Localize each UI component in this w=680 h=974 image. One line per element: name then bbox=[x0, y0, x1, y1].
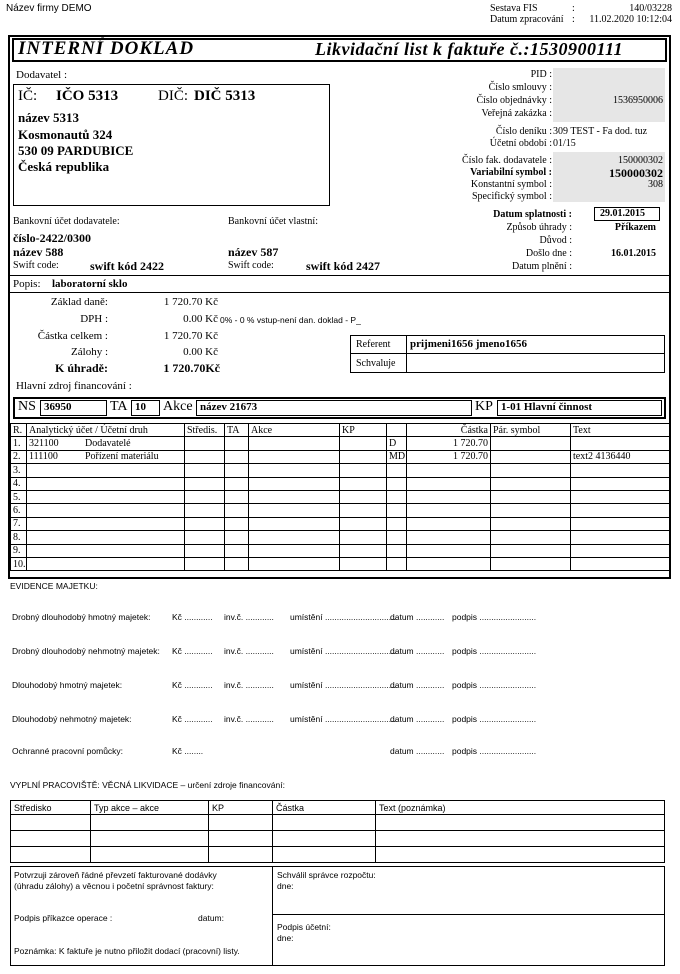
ledger-account bbox=[27, 544, 185, 557]
ledger-akce bbox=[249, 557, 340, 570]
evidence-label: Dlouhodobý nehmotný majetek: bbox=[12, 714, 132, 724]
plneni-label: Datum plnění : bbox=[512, 261, 572, 272]
referent-divider bbox=[350, 353, 665, 354]
duvod-label: Důvod : bbox=[539, 235, 572, 246]
ledger-stredisko bbox=[185, 464, 225, 477]
ledger-md-d bbox=[387, 531, 407, 544]
vs-value: 150000302 bbox=[609, 166, 663, 180]
vyplni-cell[interactable] bbox=[91, 815, 209, 831]
ta-label: TA bbox=[110, 399, 128, 414]
vyplni-table bbox=[10, 800, 665, 863]
zalohy-label: Zálohy : bbox=[71, 346, 108, 358]
ledger-text bbox=[571, 517, 670, 530]
evidence-datum[interactable]: datum ............ bbox=[390, 646, 445, 656]
ledger-header: Pár. symbol bbox=[491, 424, 571, 437]
evidence-label: Ochranné pracovní pomůcky: bbox=[12, 746, 124, 756]
ledger-row-number: 7. bbox=[11, 517, 27, 530]
table-row bbox=[11, 464, 670, 477]
smlouva-label: Číslo smlouvy : bbox=[488, 82, 552, 93]
vyplni-cell[interactable] bbox=[273, 847, 376, 863]
ledger-table bbox=[10, 423, 670, 571]
footer-dne2: dne: bbox=[277, 933, 294, 943]
sestava-value: 140/03228 bbox=[629, 3, 672, 14]
ledger-account bbox=[27, 517, 185, 530]
ledger-account bbox=[27, 557, 185, 570]
fak-value: 150000302 bbox=[618, 155, 663, 166]
ledger-akce bbox=[249, 464, 340, 477]
ledger-par-symbol bbox=[491, 490, 571, 503]
evidence-datum[interactable]: datum ............ bbox=[390, 680, 445, 690]
ledger-kp bbox=[340, 504, 387, 517]
title-left: INTERNÍ DOKLAD bbox=[18, 38, 195, 59]
vyplni-cell[interactable] bbox=[91, 847, 209, 863]
ledger-stredisko bbox=[185, 557, 225, 570]
vyplni-cell[interactable] bbox=[376, 831, 665, 847]
vyplni-cell[interactable] bbox=[209, 847, 273, 863]
ta-value: 10 bbox=[135, 401, 146, 413]
ledger-ta bbox=[225, 504, 249, 517]
ledger-akce bbox=[249, 490, 340, 503]
ledger-row-number: 2. bbox=[11, 450, 27, 463]
obdobi-value: 01/15 bbox=[553, 138, 576, 149]
ledger-kp bbox=[340, 464, 387, 477]
evidence-podpis[interactable]: podpis ........................ bbox=[452, 680, 537, 690]
table-row bbox=[11, 557, 670, 570]
ledger-stredisko bbox=[185, 517, 225, 530]
ledger-castka: 1 720.70 bbox=[407, 437, 491, 450]
ledger-row-number: 4. bbox=[11, 477, 27, 490]
evidence-title: EVIDENCE MAJETKU: bbox=[10, 581, 98, 591]
vyplni-cell[interactable] bbox=[11, 847, 91, 863]
table-row bbox=[11, 517, 670, 530]
objednavka-value: 1536950006 bbox=[613, 95, 663, 106]
ledger-castka bbox=[407, 464, 491, 477]
ledger-kp bbox=[340, 450, 387, 463]
table-row bbox=[11, 450, 670, 463]
uhrada-value: Příkazem bbox=[614, 222, 656, 233]
evidence-label: Dlouhodobý hmotný majetek: bbox=[12, 680, 123, 690]
ledger-kp bbox=[340, 544, 387, 557]
bank-dod-swift-label: Swift code: bbox=[13, 260, 59, 271]
bank-own-label: Bankovní účet vlastní: bbox=[228, 216, 318, 227]
referent-vdivider bbox=[406, 335, 407, 373]
kp-label: KP bbox=[475, 399, 493, 414]
ledger-row-number: 3. bbox=[11, 464, 27, 477]
vs-label: Variabilní symbol : bbox=[470, 167, 552, 178]
ledger-par-symbol bbox=[491, 557, 571, 570]
footer-vdivider bbox=[272, 866, 273, 966]
vyplni-cell[interactable] bbox=[376, 815, 665, 831]
ledger-account bbox=[27, 490, 185, 503]
ledger-akce bbox=[249, 504, 340, 517]
ledger-md-d: D bbox=[387, 437, 407, 450]
table-row bbox=[11, 477, 670, 490]
ledger-header: Částka bbox=[407, 424, 491, 437]
datum-zpracovani-label: Datum zpracování bbox=[490, 14, 564, 25]
ledger-text: text2 4136440 bbox=[571, 450, 670, 463]
ledger-ta bbox=[225, 517, 249, 530]
akce-value: název 21673 bbox=[200, 401, 258, 413]
evidence-kc[interactable]: Kč ........ bbox=[172, 746, 204, 756]
ledger-kp bbox=[340, 437, 387, 450]
ledger-castka bbox=[407, 477, 491, 490]
vyplni-cell[interactable] bbox=[273, 831, 376, 847]
vyplni-title: VYPLNÍ PRACOVIŠTĚ: VĚCNÁ LIKVIDACE – určení zdroje financování: bbox=[10, 780, 285, 790]
ledger-account bbox=[27, 464, 185, 477]
evidence-kc[interactable]: Kč ............ bbox=[172, 680, 213, 690]
ico-value: IČO 5313 bbox=[56, 88, 119, 104]
objednavka-label: Číslo objednávky : bbox=[476, 95, 552, 106]
splatnost-label: Datum splatnosti : bbox=[493, 209, 572, 220]
vyplni-cell[interactable] bbox=[209, 815, 273, 831]
ledger-stredisko bbox=[185, 544, 225, 557]
ledger-row-number: 8. bbox=[11, 531, 27, 544]
ledger-druh: Dodavatelé bbox=[85, 438, 131, 450]
ledger-par-symbol bbox=[491, 450, 571, 463]
popis-label: Popis: bbox=[13, 278, 41, 290]
ledger-par-symbol bbox=[491, 464, 571, 477]
ledger-ta bbox=[225, 490, 249, 503]
dodavatel-city: 530 09 PARDUBICE bbox=[18, 143, 134, 158]
ledger-kp bbox=[340, 557, 387, 570]
ledger-ta bbox=[225, 477, 249, 490]
ledger-ucet: 111100 bbox=[29, 451, 58, 463]
vyplni-row bbox=[11, 831, 665, 847]
ico-label: IČ: bbox=[18, 88, 38, 104]
vyplni-cell[interactable] bbox=[91, 831, 209, 847]
akce-label: Akce bbox=[163, 399, 193, 414]
ledger-ta bbox=[225, 531, 249, 544]
dodavatel-street: Kosmonautů 324 bbox=[18, 127, 113, 142]
footer-poznamka: Poznámka: K faktuře je nutno přiložit dodací (pracovní) listy. bbox=[14, 946, 240, 956]
ledger-header: KP bbox=[340, 424, 387, 437]
bank-dod-name: název 588 bbox=[13, 245, 64, 259]
bank-dod-swift: swift kód 2422 bbox=[90, 259, 165, 273]
ledger-account bbox=[27, 450, 185, 463]
evidence-umisteni[interactable]: umístění ............................... bbox=[290, 646, 399, 656]
ledger-text bbox=[571, 490, 670, 503]
footer-datum: datum: bbox=[198, 913, 224, 923]
bank-own-swift-label: Swift code: bbox=[228, 260, 274, 271]
ledger-text bbox=[571, 437, 670, 450]
ledger-account bbox=[27, 477, 185, 490]
evidence-inv[interactable]: inv.č. ............ bbox=[224, 612, 274, 622]
ledger-header: Akce bbox=[249, 424, 340, 437]
vyplni-header: Částka bbox=[273, 801, 376, 815]
ledger-castka bbox=[407, 557, 491, 570]
table-row bbox=[11, 437, 670, 450]
evidence-inv[interactable]: inv.č. ............ bbox=[224, 646, 274, 656]
schvaluje-label: Schvaluje bbox=[356, 358, 396, 369]
evidence-podpis[interactable]: podpis ........................ bbox=[452, 746, 537, 756]
footer-podpis-ucetni: Podpis účetní: bbox=[277, 922, 331, 932]
splatnost-value: 29.01.2015 bbox=[600, 208, 645, 219]
ledger-account bbox=[27, 437, 185, 450]
evidence-kc[interactable]: Kč ............ bbox=[172, 646, 213, 656]
referent-value: prijmeni1656 jmeno1656 bbox=[410, 338, 528, 350]
ledger-text bbox=[571, 531, 670, 544]
footer-schvalil: Schválil správce rozpočtu: bbox=[277, 870, 376, 880]
dodavatel-country: Česká republika bbox=[18, 159, 110, 174]
ledger-ta bbox=[225, 557, 249, 570]
ledger-stredisko bbox=[185, 437, 225, 450]
evidence-umisteni[interactable]: umístění ............................... bbox=[290, 680, 399, 690]
vyplni-row bbox=[11, 815, 665, 831]
ledger-par-symbol bbox=[491, 517, 571, 530]
evidence-podpis[interactable]: podpis ........................ bbox=[452, 646, 537, 656]
ledger-par-symbol bbox=[491, 437, 571, 450]
dic-value: DIČ 5313 bbox=[194, 88, 256, 104]
ledger-text bbox=[571, 477, 670, 490]
kp-value: 1-01 Hlavní činnost bbox=[501, 401, 593, 413]
bank-own-name: název 587 bbox=[228, 245, 279, 259]
sestava-colon: : bbox=[572, 3, 575, 14]
dodavatel-label: Dodavatel : bbox=[16, 69, 68, 81]
ledger-header bbox=[387, 424, 407, 437]
zalohy-value: 0.00 Kč bbox=[183, 346, 218, 358]
ledger-ta bbox=[225, 450, 249, 463]
ks-label: Konstantní symbol : bbox=[470, 179, 552, 190]
ledger-row-number: 6. bbox=[11, 504, 27, 517]
dph-label: DPH : bbox=[80, 313, 108, 325]
ledger-akce bbox=[249, 450, 340, 463]
ledger-md-d bbox=[387, 477, 407, 490]
dph-note: 0% - 0 % vstup-není dan. doklad - P_ bbox=[220, 315, 361, 325]
ss-label: Specifický symbol : bbox=[472, 191, 552, 202]
ledger-stredisko bbox=[185, 450, 225, 463]
vyplni-header-row bbox=[11, 801, 665, 815]
ledger-ucet: 321100 bbox=[29, 438, 59, 450]
vyplni-row bbox=[11, 847, 665, 863]
vyplni-header: Středisko bbox=[11, 801, 91, 815]
ledger-castka: 1 720.70 bbox=[407, 450, 491, 463]
ledger-par-symbol bbox=[491, 477, 571, 490]
ledger-kp bbox=[340, 477, 387, 490]
ledger-kp bbox=[340, 531, 387, 544]
ledger-header-row bbox=[11, 424, 670, 437]
ns-value: 36950 bbox=[44, 401, 72, 413]
zdroj-label: Hlavní zdroj financování : bbox=[16, 380, 132, 392]
celkem-label: Částka celkem : bbox=[37, 330, 108, 342]
table-row bbox=[11, 490, 670, 503]
fak-label: Číslo fak. dodavatele : bbox=[462, 155, 552, 166]
ledger-header: Analytický účet / Účetní druh bbox=[27, 424, 185, 437]
ledger-stredisko bbox=[185, 490, 225, 503]
zaklad-label: Základ daně: bbox=[50, 296, 108, 308]
ledger-text bbox=[571, 464, 670, 477]
denik-value: 309 TEST - Fa dod. tuz bbox=[553, 126, 648, 137]
ledger-akce bbox=[249, 531, 340, 544]
referent-label: Referent bbox=[356, 339, 391, 350]
ledger-castka bbox=[407, 531, 491, 544]
ledger-ta bbox=[225, 544, 249, 557]
ledger-text bbox=[571, 504, 670, 517]
ledger-stredisko bbox=[185, 477, 225, 490]
ns-label: NS bbox=[18, 399, 36, 414]
ledger-castka bbox=[407, 517, 491, 530]
title-right-label: Likvidační list k faktuře č.: bbox=[315, 39, 530, 59]
dph-value: 0.00 Kč bbox=[183, 313, 218, 325]
footer-hdivider bbox=[272, 914, 665, 915]
vyplni-cell[interactable] bbox=[11, 815, 91, 831]
title-right bbox=[315, 39, 623, 60]
ledger-akce bbox=[249, 437, 340, 450]
vyplni-cell[interactable] bbox=[209, 831, 273, 847]
ledger-castka bbox=[407, 504, 491, 517]
datum-colon: : bbox=[572, 14, 575, 25]
evidence-datum[interactable]: datum ............ bbox=[390, 746, 445, 756]
bank-own-swift: swift kód 2427 bbox=[306, 259, 381, 273]
sestava-label: Sestava FIS bbox=[490, 3, 538, 14]
ledger-kp bbox=[340, 490, 387, 503]
obdobi-label: Účetní období : bbox=[489, 138, 552, 149]
ledger-account bbox=[27, 531, 185, 544]
ledger-druh: Pořízení materiálu bbox=[85, 451, 159, 463]
ledger-text bbox=[571, 544, 670, 557]
invoice-number: 1530900111 bbox=[529, 39, 623, 59]
table-row bbox=[11, 544, 670, 557]
pid-label: PID : bbox=[530, 69, 552, 80]
table-row bbox=[11, 531, 670, 544]
ledger-md-d bbox=[387, 504, 407, 517]
doslo-value: 16.01.2015 bbox=[611, 248, 656, 259]
ledger-castka bbox=[407, 544, 491, 557]
ledger-md-d bbox=[387, 557, 407, 570]
evidence-podpis[interactable]: podpis ........................ bbox=[452, 714, 537, 724]
bank-dod-label: Bankovní účet dodavatele: bbox=[13, 216, 120, 227]
vyplni-cell[interactable] bbox=[376, 847, 665, 863]
ledger-kp bbox=[340, 517, 387, 530]
ledger-par-symbol bbox=[491, 531, 571, 544]
doslo-label: Došlo dne : bbox=[525, 248, 572, 259]
footer-potvrzuji2: (úhradu zálohy) a věcnou i početní správnost faktury: bbox=[14, 881, 214, 891]
evidence-label: Drobný dlouhodobý nehmotný majetek: bbox=[12, 646, 160, 656]
evidence-kc[interactable]: Kč ............ bbox=[172, 612, 213, 622]
ledger-castka bbox=[407, 490, 491, 503]
ledger-ta bbox=[225, 464, 249, 477]
denik-label: Číslo deníku : bbox=[495, 126, 552, 137]
uhrada-label: Způsob úhrady : bbox=[506, 222, 572, 233]
uhrade-label: K úhradě: bbox=[54, 361, 108, 375]
datum-zpracovani-value: 11.02.2020 10:12:04 bbox=[589, 14, 672, 25]
evidence-datum[interactable]: datum ............ bbox=[390, 612, 445, 622]
ledger-row-number: 10. bbox=[11, 557, 27, 570]
ledger-ta bbox=[225, 437, 249, 450]
ledger-row-number: 9. bbox=[11, 544, 27, 557]
ledger-md-d bbox=[387, 544, 407, 557]
ledger-header: Středis. bbox=[185, 424, 225, 437]
ledger-md-d bbox=[387, 517, 407, 530]
vyplni-cell[interactable] bbox=[273, 815, 376, 831]
ledger-header: Text bbox=[571, 424, 670, 437]
footer-dne1: dne: bbox=[277, 881, 294, 891]
ledger-akce bbox=[249, 477, 340, 490]
ledger-header: TA bbox=[225, 424, 249, 437]
ledger-par-symbol bbox=[491, 504, 571, 517]
zaklad-value: 1 720.70 Kč bbox=[163, 296, 218, 308]
popis-value: laboratorní sklo bbox=[52, 278, 128, 290]
vyplni-header: Text (poznámka) bbox=[376, 801, 665, 815]
ledger-text bbox=[571, 557, 670, 570]
dodavatel-name: název 5313 bbox=[18, 110, 80, 125]
footer-prikazce: Podpis příkazce operace : bbox=[14, 913, 113, 923]
evidence-umisteni[interactable]: umístění ............................... bbox=[290, 612, 399, 622]
vyplni-cell[interactable] bbox=[11, 831, 91, 847]
ledger-header: R. bbox=[11, 424, 27, 437]
evidence-inv[interactable]: inv.č. ............ bbox=[224, 680, 274, 690]
evidence-umisteni[interactable]: umístění ............................... bbox=[290, 714, 399, 724]
dic-label: DIČ: bbox=[158, 88, 188, 104]
uhrade-value: 1 720.70Kč bbox=[163, 361, 220, 375]
evidence-inv[interactable]: inv.č. ............ bbox=[224, 714, 274, 724]
ledger-md-d bbox=[387, 464, 407, 477]
company-name: Název firmy DEMO bbox=[6, 3, 92, 14]
celkem-value: 1 720.70 Kč bbox=[163, 330, 218, 342]
ks-value: 308 bbox=[648, 179, 663, 190]
zakazka-label: Veřejná zakázka : bbox=[481, 108, 552, 119]
evidence-kc[interactable]: Kč ............ bbox=[172, 714, 213, 724]
ledger-par-symbol bbox=[491, 544, 571, 557]
evidence-podpis[interactable]: podpis ........................ bbox=[452, 612, 537, 622]
ledger-row-number: 5. bbox=[11, 490, 27, 503]
ledger-md-d bbox=[387, 490, 407, 503]
ledger-md-d: MD bbox=[387, 450, 407, 463]
table-row bbox=[11, 504, 670, 517]
footer-potvrzuji: Potvrzuji zároveň řádné převzetí fakturované dodávky bbox=[14, 870, 217, 880]
ledger-akce bbox=[249, 544, 340, 557]
ledger-akce bbox=[249, 517, 340, 530]
ledger-row-number: 1. bbox=[11, 437, 27, 450]
ledger-stredisko bbox=[185, 531, 225, 544]
evidence-label: Drobný dlouhodobý hmotný majetek: bbox=[12, 612, 151, 622]
ledger-stredisko bbox=[185, 504, 225, 517]
bank-dod-account: číslo-2422/0300 bbox=[13, 231, 91, 245]
vyplni-header: KP bbox=[209, 801, 273, 815]
vyplni-header: Typ akce – akce bbox=[91, 801, 209, 815]
evidence-datum[interactable]: datum ............ bbox=[390, 714, 445, 724]
ledger-account bbox=[27, 504, 185, 517]
